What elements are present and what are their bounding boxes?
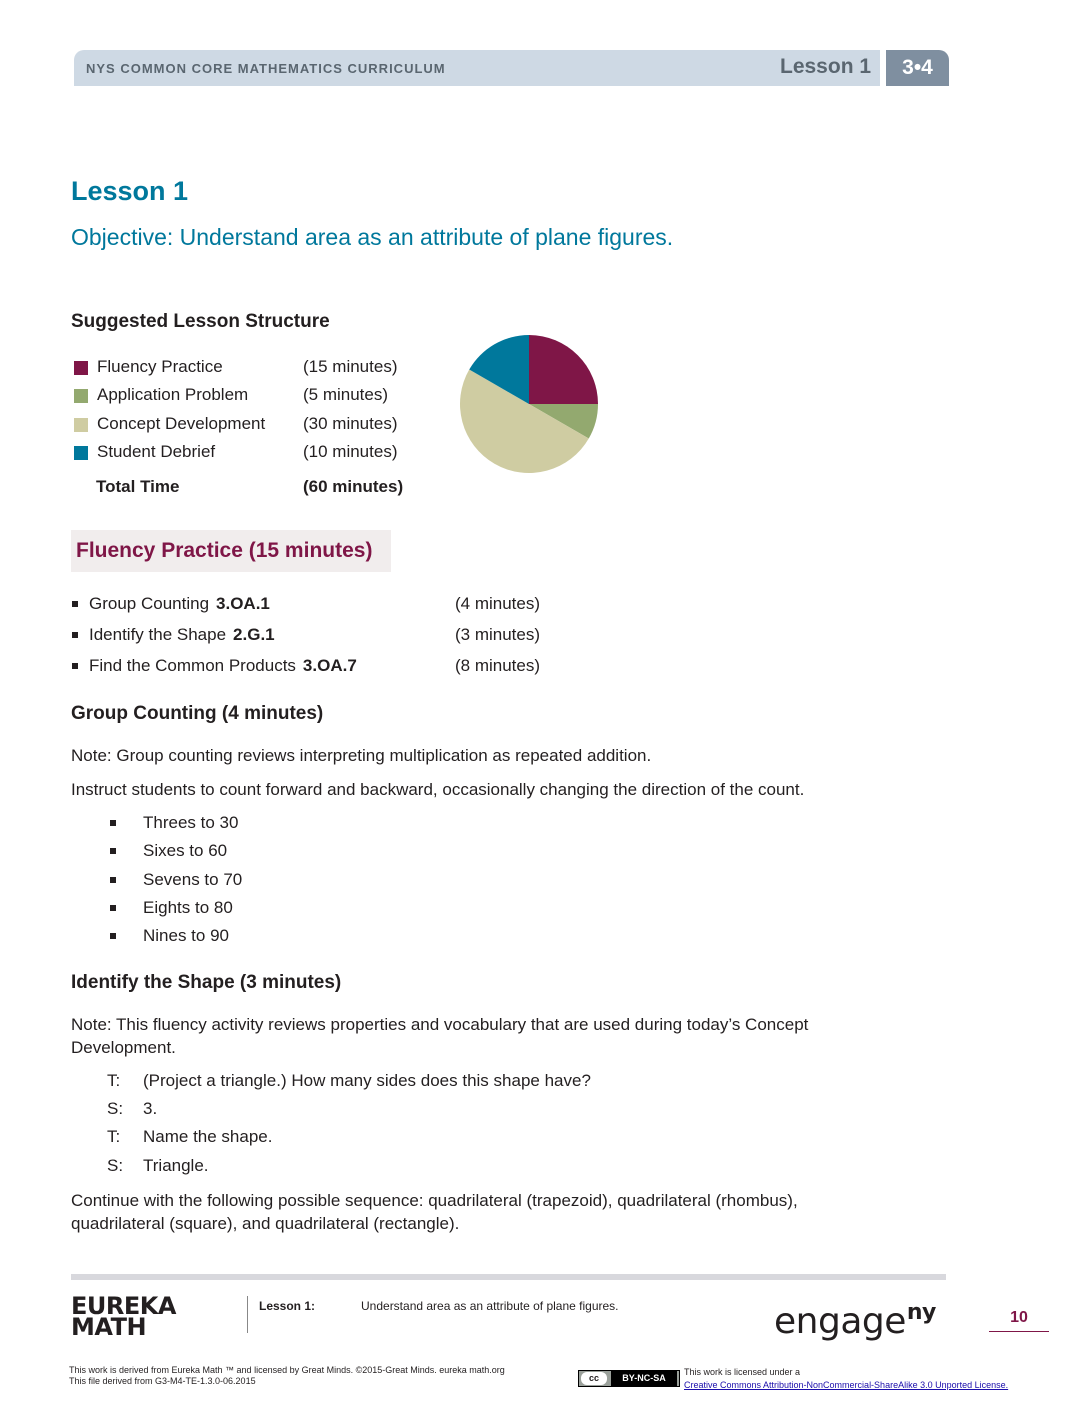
- footer-lesson-objective: Understand area as an attribute of plane figures.: [361, 1299, 619, 1313]
- credit-line-1: This work is derived from Eureka Math ™ and licensed by Great Minds. ©2015-Great Minds. eureka math.org: [69, 1365, 505, 1375]
- dialogue-text: Triangle.: [143, 1156, 209, 1175]
- dialogue-text: (Project a triangle.) How many sides does this shape have?: [143, 1071, 591, 1090]
- lesson-structure-pie-chart: [458, 333, 600, 475]
- speaker-label: S:: [107, 1099, 124, 1118]
- license-text: This work is licensed under a: [684, 1367, 801, 1377]
- activity-row: [72, 594, 552, 616]
- dialogue-line: [107, 1099, 807, 1121]
- activity-minutes: (4 minutes): [455, 594, 541, 613]
- legend-row-fluency: [74, 357, 414, 379]
- list-item: Sevens to 70: [110, 870, 410, 892]
- group-counting-heading: Group Counting (4 minutes): [71, 703, 324, 724]
- activity-standard: 2.G.1: [233, 625, 275, 644]
- legend-label: Application Problem: [97, 385, 249, 404]
- speaker-label: S:: [107, 1156, 124, 1175]
- cc-icon: cc: [581, 1372, 607, 1385]
- license-link[interactable]: Creative Commons Attribution-NonCommercial-ShareAlike 3.0 Unported License.: [684, 1380, 1009, 1390]
- list-item: Eights to 80: [110, 898, 410, 920]
- identify-shape-note: Note: This fluency activity reviews properties and vocabulary that are used during today’s Concept Development.: [71, 1015, 809, 1057]
- bullet-icon: [110, 933, 116, 939]
- footer-separator: [247, 1296, 248, 1333]
- identify-shape-heading: Identify the Shape (3 minutes): [71, 972, 342, 993]
- speaker-label: T:: [107, 1071, 121, 1090]
- legend-minutes: (5 minutes): [303, 385, 389, 404]
- dialogue-text: 3.: [143, 1099, 158, 1118]
- activity-row: [72, 656, 552, 678]
- lesson-objective: Objective: Understand area as an attribute of plane figures.: [71, 224, 674, 250]
- legend-row-application: [74, 385, 414, 407]
- credit-line-2: This file derived from G3-M4-TE-1.3.0-06.2015: [69, 1376, 256, 1386]
- cc-license-badge[interactable]: [578, 1370, 680, 1387]
- activity-standard: 3.OA.1: [216, 594, 270, 613]
- bullet-icon: [72, 632, 78, 638]
- identify-shape-continue: Continue with the following possible sequence: quadrilateral (trapezoid), quadrilateral (rhombus), quadrilateral (square), and quadrilateral (rectangle).: [71, 1191, 798, 1233]
- dialogue-line: [107, 1156, 807, 1178]
- footer-lesson-label: Lesson 1:: [259, 1299, 316, 1313]
- activity-row: [72, 625, 552, 647]
- bullet-icon: [110, 848, 116, 854]
- legend-label: Concept Development: [97, 414, 266, 433]
- dialogue-line: [107, 1071, 807, 1093]
- legend-label: Fluency Practice: [97, 357, 223, 376]
- fluency-heading: Fluency Practice (15 minutes): [76, 539, 373, 562]
- curriculum-title: NYS COMMON CORE MATHEMATICS CURRICULUM: [86, 61, 446, 76]
- page-number: 10: [1010, 1309, 1028, 1326]
- footer-divider: [71, 1274, 946, 1280]
- eureka-math-logo: EUREKA MATH: [71, 1292, 176, 1341]
- legend-row-concept: [74, 414, 414, 436]
- group-counting-note: Note: Group counting reviews interpreting multiplication as repeated addition.: [71, 746, 652, 765]
- total-time-label: Total Time: [96, 477, 180, 496]
- legend-swatch: [74, 418, 88, 432]
- legend-minutes: (10 minutes): [303, 442, 398, 461]
- activity-name: Group Counting: [89, 594, 210, 613]
- list-item: Threes to 30: [110, 813, 410, 835]
- cc-license-type: BY-NC-SA: [611, 1371, 677, 1386]
- header-lesson-label: Lesson 1: [780, 55, 872, 78]
- list-item: Nines to 90: [110, 926, 410, 948]
- activity-standard: 3.OA.7: [302, 656, 357, 675]
- engageny-logo: engage$^{ny}$: [774, 1300, 936, 1342]
- legend-label: Student Debrief: [97, 442, 216, 461]
- page-number-underline: [989, 1331, 1049, 1332]
- total-time-minutes: (60 minutes): [303, 477, 404, 496]
- bullet-icon: [110, 905, 116, 911]
- legend-swatch: [74, 389, 88, 403]
- grade-module-badge: 3•4: [886, 50, 949, 86]
- group-counting-instruction: Instruct students to count forward and backward, occasionally changing the direction of the count.: [71, 780, 805, 799]
- bullet-icon: [72, 601, 78, 607]
- dialogue-text: Name the shape.: [143, 1127, 273, 1146]
- activity-name: Identify the Shape: [89, 625, 227, 644]
- legend-minutes: (15 minutes): [303, 357, 398, 376]
- bullet-icon: [72, 663, 78, 669]
- pie-slice-fluency-practice: [529, 335, 598, 404]
- bullet-icon: [110, 820, 116, 826]
- legend-row-debrief: [74, 442, 414, 464]
- structure-heading: Suggested Lesson Structure: [71, 311, 330, 332]
- legend-swatch: [74, 361, 88, 375]
- total-time-row: [96, 477, 416, 499]
- activity-minutes: (8 minutes): [455, 656, 541, 675]
- list-item: Sixes to 60: [110, 841, 410, 863]
- legend-minutes: (30 minutes): [303, 414, 398, 433]
- speaker-label: T:: [107, 1127, 121, 1146]
- legend-swatch: [74, 446, 88, 460]
- activity-minutes: (3 minutes): [455, 625, 541, 644]
- dialogue-line: [107, 1127, 807, 1149]
- bullet-icon: [110, 877, 116, 883]
- page-title: Lesson 1: [71, 176, 189, 206]
- activity-name: Find the Common Products: [89, 656, 296, 675]
